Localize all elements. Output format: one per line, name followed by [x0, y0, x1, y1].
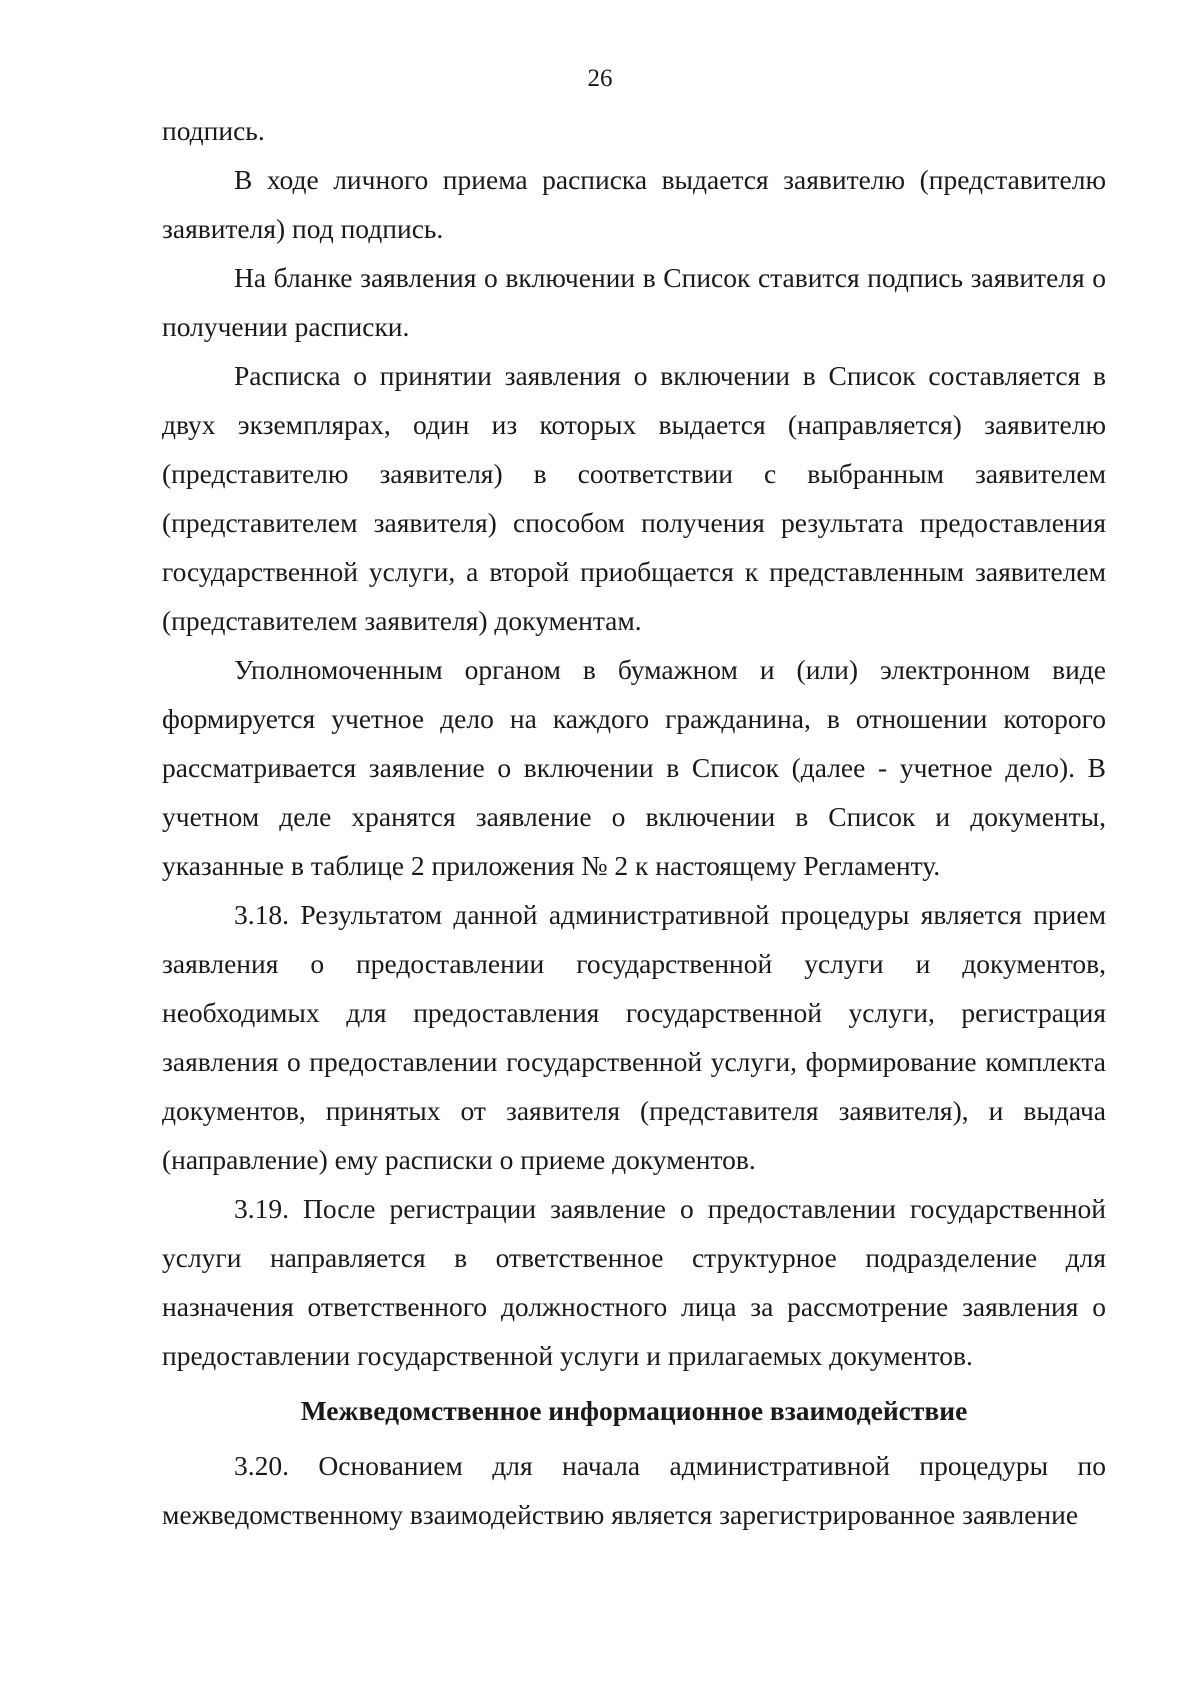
paragraph-receipt-copies: Расписка о принятии заявления о включении в Список составляется в двух экземплярах, один из которых выдается (направляется) заявителю (представителю заявителя) в соответствии с выбранным заявителем (представителем заявителя) способом получения результата предоставления государственной услуги, а второй приобщается к представленным заявителем (представителем заявителя) документам.	[162, 360, 1106, 636]
document-body	[162, 106, 1106, 1539]
paragraph-continuation: подпись.	[162, 115, 265, 146]
paragraph-registration-file: Уполномоченным органом в бумажном и (или) электронном виде формируется учетное дело на каждого гражданина, в отношении которого рассматривается заявление о включении в Список (далее - учетное дело). В учетном деле хранятся заявление о включении в Список и документы, указанные в таблице 2 приложения № 2 к настоящему Регламенту.	[162, 654, 1106, 881]
paragraph-3-19: 3.19. После регистрации заявление о предоставлении государственной услуги направляется в ответственное структурное подразделение для назначения ответственного должностного лица за рассмотрение заявления о предоставлении государственной услуги и прилагаемых документов.	[162, 1193, 1106, 1371]
page-number: 26	[587, 65, 613, 92]
paragraph-3-18: 3.18. Результатом данной административной процедуры является прием заявления о предоставлении государственной услуги и документов, необходимых для предоставления государственной услуги, регистрация заявления о предоставлении государственной услуги, формирование комплекта документов, принятых от заявителя (представителя заявителя), и выдача (направление) ему расписки о приеме документов.	[162, 899, 1106, 1175]
paragraph-3-20: 3.20. Основанием для начала административной процедуры по межведомственному взаимодействию является зарегистрированное заявление	[162, 1450, 1106, 1530]
section-heading: Межведомственное информационное взаимодействие	[300, 1395, 968, 1426]
paragraph-application-form: На бланке заявления о включении в Список ставится подпись заявителя о получении расписки.	[162, 262, 1106, 342]
paragraph-receipt-personal: В ходе личного приема расписка выдается заявителю (представителю заявителя) под подпись.	[162, 164, 1106, 244]
